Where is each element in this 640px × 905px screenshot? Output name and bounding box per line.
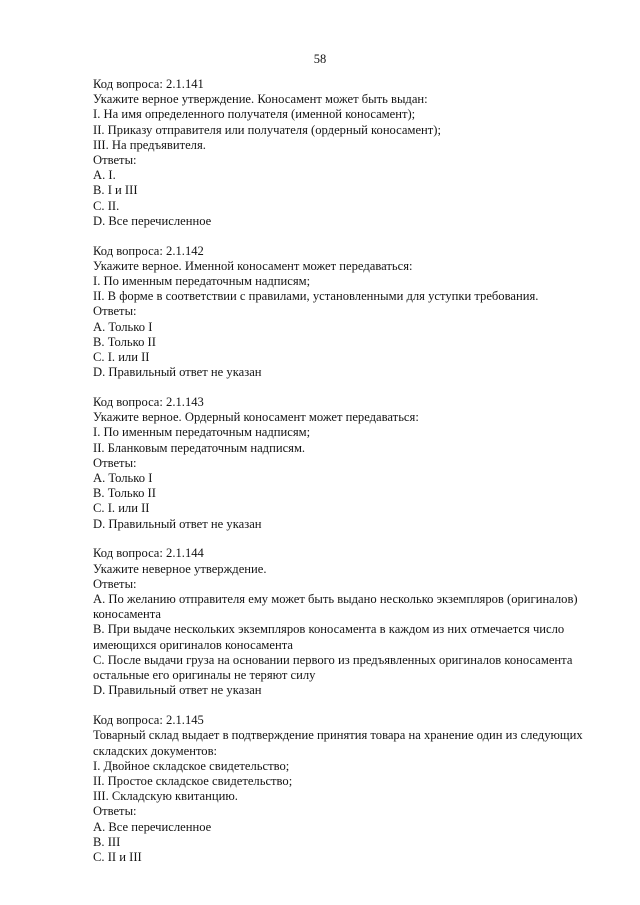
question-code: Код вопроса: 2.1.145 [93, 713, 204, 728]
answers-label: Ответы: [93, 153, 137, 168]
question-statement: II. В форме в соответствии с правилами, установленными для уступки требования. [93, 289, 539, 304]
question-statement: II. Простое складское свидетельство; [93, 773, 293, 788]
question-statement: II. Приказу отправителя или получателя (ордерный коносамент); [93, 122, 441, 137]
question-block [93, 546, 613, 698]
answer-option: С. II. [93, 198, 120, 213]
answer-option: В. III [93, 834, 121, 849]
answer-option: D. Все перечисленное [93, 213, 212, 228]
question-statement: III. Складскую квитанцию. [93, 789, 238, 804]
question-prompt: Укажите верное утверждение. Коносамент может быть выдан: [93, 92, 428, 107]
question-code: Код вопроса: 2.1.142 [93, 243, 204, 258]
answer-option: D. Правильный ответ не указан [93, 365, 262, 380]
answer-option: А. Только I [93, 319, 153, 334]
answer-option: С. II и III [93, 849, 142, 864]
answers-label: Ответы: [93, 576, 137, 591]
answer-option: А. I. [93, 168, 116, 183]
answer-option: А. Все перечисленное [93, 819, 212, 834]
answer-option: В. Только II [93, 486, 156, 501]
page-number: 58 [313, 52, 327, 66]
answer-option: В. I и III [93, 183, 138, 198]
question-prompt: Укажите неверное утверждение. [93, 561, 267, 576]
answer-option: С. После выдачи груза на основании первого из предъявленных оригиналов коносамента остальные его оригиналы не теряют силу [93, 652, 573, 683]
question-prompt: Товарный склад выдает в подтверждение принятия товара на хранение один из следующих складских документов: [93, 728, 583, 758]
question-statement: I. На имя определенного получателя (именной коносамент); [93, 107, 416, 122]
question-statement: II. Бланковым передаточным надписям. [93, 440, 306, 455]
answer-option: D. Правильный ответ не указан [93, 683, 262, 698]
answers-label: Ответы: [93, 804, 137, 819]
answer-option: А. Только I [93, 471, 153, 486]
answer-option: А. По желанию отправителя ему может быть выдано несколько экземпляров (оригиналов) коносамента [93, 592, 578, 622]
answer-option: С. I. или II [93, 350, 150, 365]
question-block [93, 77, 613, 229]
answer-option: В. При выдаче нескольких экземпляров коносамента в каждом из них отмечается число имеющихся оригиналов коносамента [93, 622, 565, 652]
answer-option: С. I. или II [93, 501, 150, 516]
question-statement: I. По именным передаточным надписям; [93, 274, 311, 289]
question-block [93, 713, 613, 865]
question-code: Код вопроса: 2.1.144 [93, 546, 204, 561]
question-block [93, 395, 613, 532]
answers-label: Ответы: [93, 455, 137, 470]
question-statement: I. По именным передаточным надписям; [93, 425, 311, 440]
answer-option: В. Только II [93, 334, 156, 349]
answers-label: Ответы: [93, 304, 137, 319]
question-prompt: Укажите верное. Ордерный коносамент может передаваться: [93, 410, 419, 425]
question-statement: I. Двойное складское свидетельство; [93, 758, 290, 773]
question-prompt: Укажите верное. Именной коносамент может передаваться: [93, 258, 413, 273]
question-block [93, 244, 613, 381]
question-code: Код вопроса: 2.1.141 [93, 77, 204, 91]
answer-option: D. Правильный ответ не указан [93, 516, 262, 531]
questions-list [93, 77, 613, 880]
question-statement: III. На предъявителя. [93, 137, 206, 152]
question-code: Код вопроса: 2.1.143 [93, 395, 204, 410]
